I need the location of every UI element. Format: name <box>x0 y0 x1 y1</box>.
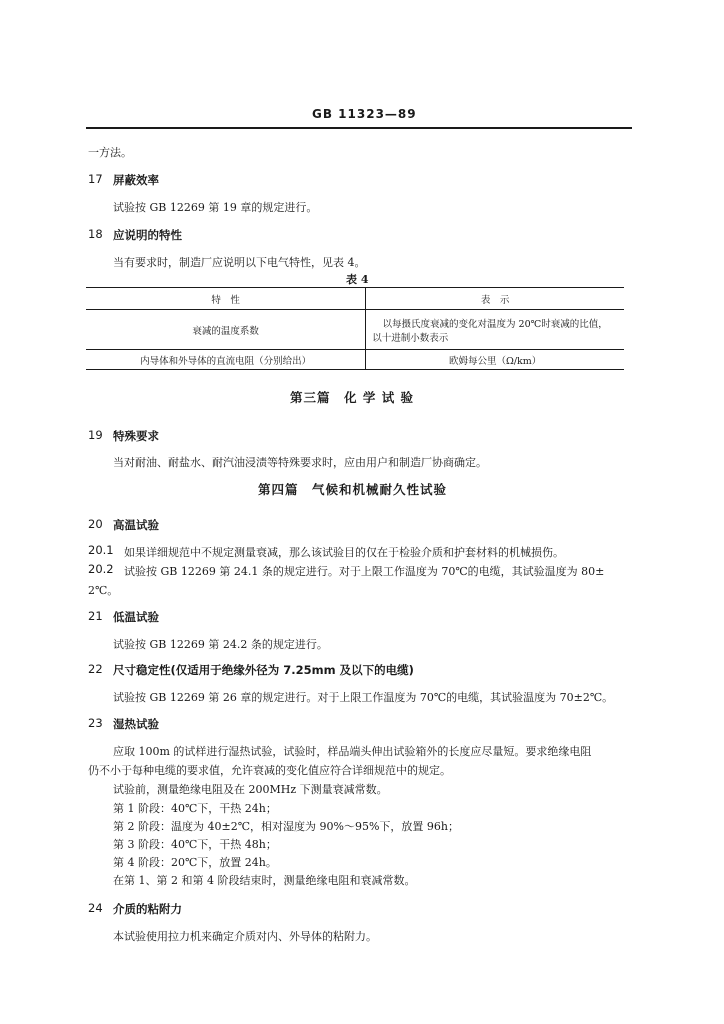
section-21-text: 试验按 GB 12269 第 24.2 条的规定进行。 <box>113 638 328 651</box>
section-21-title: 低温试验 <box>113 610 159 624</box>
section-22-title: 尺寸稳定性(仅适用于绝缘外径为 7.25mm 及以下的电缆) <box>113 663 414 677</box>
section-23-conclusion: 在第 1、第 2 和第 4 阶段结束时，测量绝缘电阻和衰减常数。 <box>113 874 416 887</box>
section-23-paragraph: 应取 100m 的试样进行湿热试验，试验时，样品端头伸出试验箱外的长度应尽量短。要求绝缘电阻 <box>113 745 592 758</box>
section-24-text: 本试验使用拉力机来确定介质对内、外导体的粘附力。 <box>113 930 377 943</box>
table-cell <box>366 310 624 350</box>
table-cell-line: 以十进制小数表示 <box>372 332 449 344</box>
section-24-title: 介质的粘附力 <box>113 902 182 916</box>
stage-1: 第 1 阶段：40℃下，干热 24h； <box>113 802 277 815</box>
section-18-number: 18 <box>88 227 103 241</box>
table-4 <box>86 287 624 370</box>
continued-text: 一方法。 <box>88 146 132 159</box>
stage-3: 第 3 阶段：40℃下，干热 48h； <box>113 838 277 851</box>
section-18-text: 当有要求时，制造厂应说明以下电气特性，见表 4。 <box>113 256 366 269</box>
section-17-title: 屏蔽效率 <box>113 173 159 187</box>
section-19-title: 特殊要求 <box>113 429 159 443</box>
section-19-number: 19 <box>88 428 103 442</box>
stage-2: 第 2 阶段：温度为 40±2℃，相对湿度为 90%～95%下，放置 96h； <box>113 820 459 833</box>
section-20-2-number: 20.2 <box>88 562 114 576</box>
table-header-row <box>86 288 624 310</box>
table-header-cell: 特 性 <box>86 288 366 310</box>
section-20-2-continued: 2℃。 <box>88 584 119 597</box>
part-3-title: 第三篇 化 学 试 验 <box>290 390 415 405</box>
header-rule <box>86 127 632 129</box>
table-cell: 衰减的温度系数 <box>86 310 366 350</box>
table-row <box>86 350 624 370</box>
section-20-title: 高温试验 <box>113 518 159 532</box>
table-header-cell: 表 示 <box>366 288 624 310</box>
section-20-1-number: 20.1 <box>88 543 114 557</box>
part-4-title: 第四篇 气候和机械耐久性试验 <box>258 482 448 497</box>
section-20-2-text: 试验按 GB 12269 第 24.1 条的规定进行。对于上限工作温度为 70℃的电缆，其试验温度为 80± <box>124 565 605 578</box>
table-cell: 欧姆每公里（Ω/km） <box>366 350 624 370</box>
table-cell-line: 以每摄氏度衰减的变化对温度为 20℃时衰减的比值， <box>382 318 608 330</box>
section-24-number: 24 <box>88 901 103 915</box>
section-22-number: 22 <box>88 662 103 676</box>
section-18-title: 应说明的特性 <box>113 228 182 242</box>
section-20-number: 20 <box>88 517 103 531</box>
section-21-number: 21 <box>88 609 103 623</box>
section-17-text: 试验按 GB 12269 第 19 章的规定进行。 <box>113 201 318 214</box>
table-row <box>86 310 624 350</box>
section-23-pretest: 试验前，测量绝缘电阻及在 200MHz 下测量衰减常数。 <box>113 783 388 796</box>
standard-number: GB 11323—89 <box>312 107 417 121</box>
section-23-number: 23 <box>88 716 103 730</box>
section-23-paragraph-continued: 仍不小于每种电缆的要求值，允许衰减的变化值应符合详细规范中的规定。 <box>88 764 451 777</box>
section-22-text: 试验按 GB 12269 第 26 章的规定进行。对于上限工作温度为 70℃的电缆，其试验温度为 70±2℃。 <box>113 691 614 704</box>
section-23-title: 湿热试验 <box>113 717 159 731</box>
table-caption: 表 4 <box>346 273 369 286</box>
section-19-text: 当对耐油、耐盐水、耐汽油浸渍等特殊要求时，应由用户和制造厂协商确定。 <box>113 456 487 469</box>
section-20-1-text: 如果详细规范中不规定测量衰减，那么该试验目的仅在于检验介质和护套材料的机械损伤。 <box>124 546 564 559</box>
table-cell: 内导体和外导体的直流电阻（分别给出） <box>86 350 366 370</box>
stage-4: 第 4 阶段：20℃下，放置 24h。 <box>113 856 277 869</box>
section-17-number: 17 <box>88 172 103 186</box>
